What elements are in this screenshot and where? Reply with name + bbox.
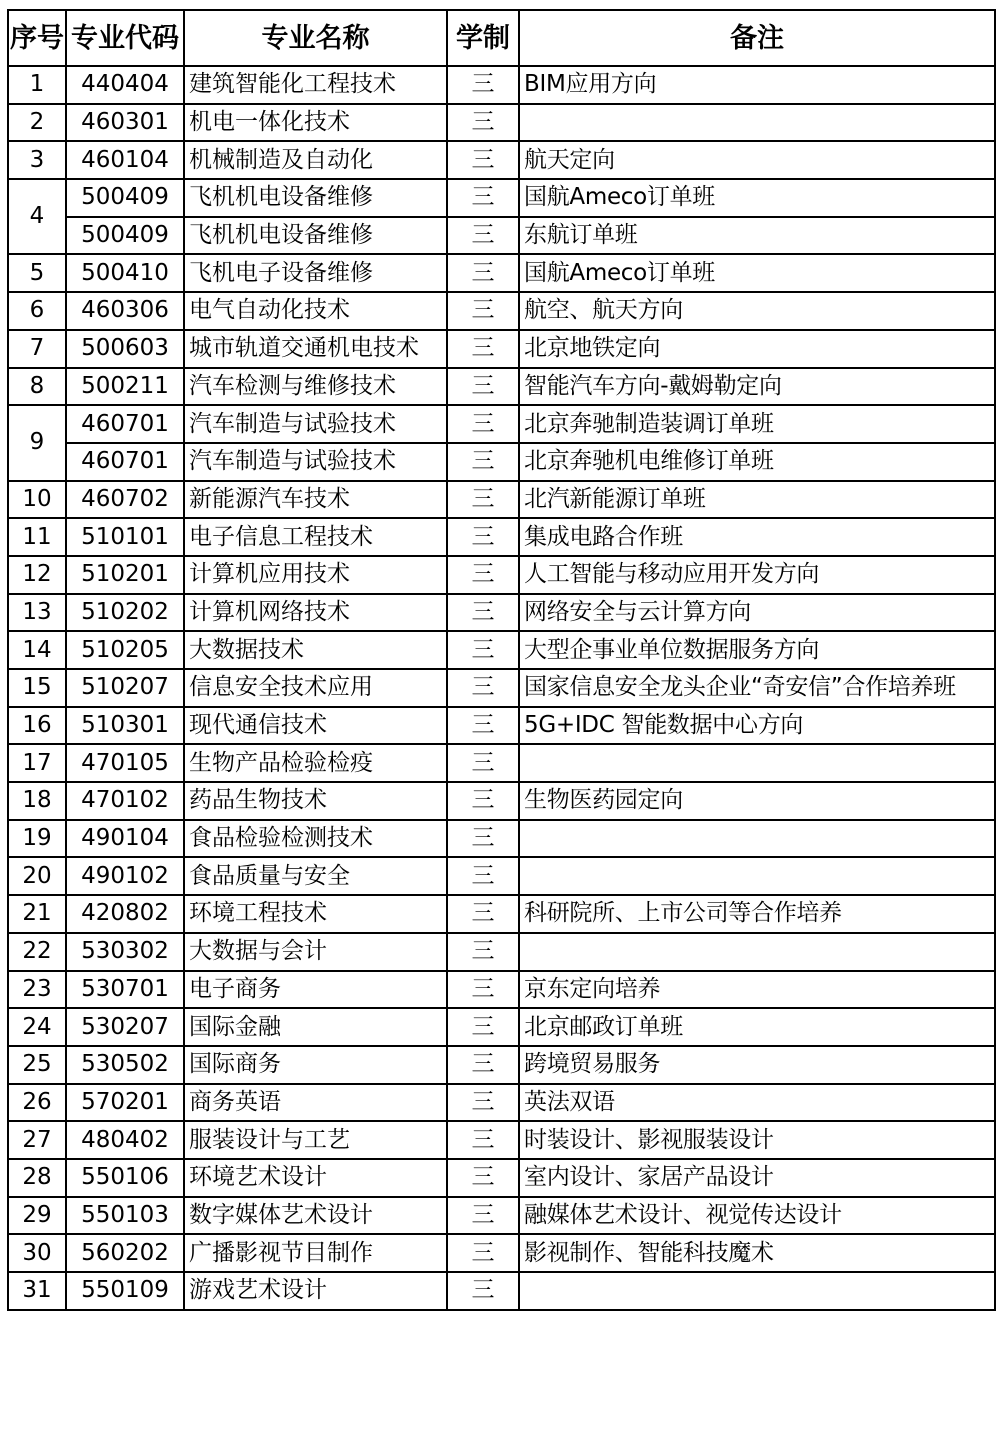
cell-seq: 21 (8, 895, 66, 933)
table-row (8, 933, 995, 971)
cell-duration: 三 (447, 669, 519, 707)
cell-name: 国际金融 (184, 1008, 447, 1046)
cell-note: 北京奔驰制造装调订单班 (519, 405, 995, 443)
cell-seq: 13 (8, 594, 66, 632)
cell-note: 5G+IDC 智能数据中心方向 (519, 707, 995, 745)
table-row (8, 1008, 995, 1046)
header-seq: 序号 (8, 10, 66, 66)
cell-seq: 10 (8, 481, 66, 519)
table-row (8, 1272, 995, 1310)
cell-name: 建筑智能化工程技术 (184, 66, 447, 104)
cell-code: 460306 (66, 292, 184, 330)
table-body (8, 66, 995, 1310)
cell-name: 信息安全技术应用 (184, 669, 447, 707)
cell-name: 机电一体化技术 (184, 104, 447, 142)
table-row (8, 669, 995, 707)
cell-duration: 三 (447, 1084, 519, 1122)
cell-code: 460701 (66, 443, 184, 481)
cell-duration: 三 (447, 518, 519, 556)
cell-code: 490104 (66, 820, 184, 858)
cell-seq: 30 (8, 1234, 66, 1272)
cell-code: 420802 (66, 895, 184, 933)
cell-note: 北汽新能源订单班 (519, 481, 995, 519)
cell-duration: 三 (447, 631, 519, 669)
programs-table (7, 9, 996, 1311)
header-code: 专业代码 (66, 10, 184, 66)
cell-note: 北京奔驰机电维修订单班 (519, 443, 995, 481)
cell-note: 北京地铁定向 (519, 330, 995, 368)
cell-note (519, 104, 995, 142)
table-row (8, 141, 995, 179)
cell-duration: 三 (447, 1046, 519, 1084)
cell-duration: 三 (447, 1159, 519, 1197)
cell-duration: 三 (447, 405, 519, 443)
table-row (8, 1197, 995, 1235)
cell-note: 国家信息安全龙头企业“奇安信”合作培养班 (519, 669, 995, 707)
table-row (8, 481, 995, 519)
cell-note: 东航订单班 (519, 217, 995, 255)
cell-duration: 三 (447, 744, 519, 782)
cell-seq: 3 (8, 141, 66, 179)
cell-note: 跨境贸易服务 (519, 1046, 995, 1084)
table-row (8, 744, 995, 782)
cell-name: 环境工程技术 (184, 895, 447, 933)
cell-name: 飞机电子设备维修 (184, 254, 447, 292)
cell-note: 航天定向 (519, 141, 995, 179)
cell-seq: 16 (8, 707, 66, 745)
cell-note: 京东定向培养 (519, 971, 995, 1009)
table-row (8, 556, 995, 594)
cell-name: 药品生物技术 (184, 782, 447, 820)
cell-code: 460104 (66, 141, 184, 179)
table-row (8, 971, 995, 1009)
cell-name: 汽车制造与试验技术 (184, 443, 447, 481)
cell-duration: 三 (447, 141, 519, 179)
cell-seq: 14 (8, 631, 66, 669)
table-row (8, 895, 995, 933)
cell-seq: 18 (8, 782, 66, 820)
cell-note (519, 857, 995, 895)
cell-code: 510207 (66, 669, 184, 707)
cell-duration: 三 (447, 368, 519, 406)
cell-code: 460301 (66, 104, 184, 142)
cell-code: 460702 (66, 481, 184, 519)
cell-duration: 三 (447, 1234, 519, 1272)
cell-name: 食品检验检测技术 (184, 820, 447, 858)
cell-seq: 4 (8, 179, 66, 254)
cell-duration: 三 (447, 443, 519, 481)
cell-seq: 1 (8, 66, 66, 104)
cell-seq: 29 (8, 1197, 66, 1235)
cell-duration: 三 (447, 330, 519, 368)
cell-note: 室内设计、家居产品设计 (519, 1159, 995, 1197)
cell-duration: 三 (447, 707, 519, 745)
cell-code: 530302 (66, 933, 184, 971)
cell-code: 550106 (66, 1159, 184, 1197)
cell-note: 时装设计、影视服装设计 (519, 1121, 995, 1159)
cell-note: 北京邮政订单班 (519, 1008, 995, 1046)
cell-duration: 三 (447, 594, 519, 632)
cell-code: 500409 (66, 217, 184, 255)
cell-duration: 三 (447, 254, 519, 292)
cell-note: 人工智能与移动应用开发方向 (519, 556, 995, 594)
table-row (8, 179, 995, 217)
cell-duration: 三 (447, 933, 519, 971)
table-row (8, 782, 995, 820)
cell-note: 智能汽车方向-戴姆勒定向 (519, 368, 995, 406)
cell-note (519, 933, 995, 971)
cell-code: 480402 (66, 1121, 184, 1159)
cell-duration: 三 (447, 820, 519, 858)
table-row (8, 443, 995, 481)
cell-code: 500410 (66, 254, 184, 292)
cell-seq: 31 (8, 1272, 66, 1310)
cell-name: 商务英语 (184, 1084, 447, 1122)
cell-note: 生物医药园定向 (519, 782, 995, 820)
table-row (8, 518, 995, 556)
table-row (8, 1159, 995, 1197)
cell-duration: 三 (447, 971, 519, 1009)
cell-duration: 三 (447, 481, 519, 519)
cell-name: 国际商务 (184, 1046, 447, 1084)
cell-duration: 三 (447, 217, 519, 255)
cell-name: 食品质量与安全 (184, 857, 447, 895)
cell-name: 数字媒体艺术设计 (184, 1197, 447, 1235)
table-row (8, 1234, 995, 1272)
cell-duration: 三 (447, 895, 519, 933)
header-duration: 学制 (447, 10, 519, 66)
cell-note: 国航Ameco订单班 (519, 179, 995, 217)
header-name: 专业名称 (184, 10, 447, 66)
cell-name: 广播影视节目制作 (184, 1234, 447, 1272)
cell-seq: 7 (8, 330, 66, 368)
cell-seq: 20 (8, 857, 66, 895)
cell-code: 510205 (66, 631, 184, 669)
cell-name: 新能源汽车技术 (184, 481, 447, 519)
cell-seq: 23 (8, 971, 66, 1009)
table-row (8, 292, 995, 330)
cell-seq: 19 (8, 820, 66, 858)
cell-duration: 三 (447, 292, 519, 330)
header-note: 备注 (519, 10, 995, 66)
cell-name: 计算机应用技术 (184, 556, 447, 594)
cell-duration: 三 (447, 104, 519, 142)
cell-duration: 三 (447, 1008, 519, 1046)
cell-seq: 11 (8, 518, 66, 556)
cell-code: 440404 (66, 66, 184, 104)
cell-note (519, 820, 995, 858)
cell-seq: 15 (8, 669, 66, 707)
cell-note: 大型企事业单位数据服务方向 (519, 631, 995, 669)
cell-code: 560202 (66, 1234, 184, 1272)
cell-note: 集成电路合作班 (519, 518, 995, 556)
cell-name: 电气自动化技术 (184, 292, 447, 330)
cell-duration: 三 (447, 1121, 519, 1159)
cell-code: 550103 (66, 1197, 184, 1235)
cell-name: 汽车制造与试验技术 (184, 405, 447, 443)
cell-code: 530502 (66, 1046, 184, 1084)
cell-name: 汽车检测与维修技术 (184, 368, 447, 406)
cell-code: 490102 (66, 857, 184, 895)
cell-duration: 三 (447, 782, 519, 820)
table-row (8, 707, 995, 745)
cell-name: 大数据技术 (184, 631, 447, 669)
cell-seq: 25 (8, 1046, 66, 1084)
table-row (8, 1121, 995, 1159)
cell-duration: 三 (447, 66, 519, 104)
cell-note (519, 1272, 995, 1310)
cell-note: 国航Ameco订单班 (519, 254, 995, 292)
table-row (8, 104, 995, 142)
cell-code: 500409 (66, 179, 184, 217)
cell-name: 游戏艺术设计 (184, 1272, 447, 1310)
cell-code: 510202 (66, 594, 184, 632)
cell-note: 航空、航天方向 (519, 292, 995, 330)
table-row (8, 594, 995, 632)
cell-code: 510301 (66, 707, 184, 745)
cell-code: 570201 (66, 1084, 184, 1122)
table-row (8, 254, 995, 292)
header-row (8, 10, 995, 66)
cell-name: 城市轨道交通机电技术 (184, 330, 447, 368)
cell-code: 550109 (66, 1272, 184, 1310)
table-row (8, 405, 995, 443)
cell-duration: 三 (447, 1272, 519, 1310)
cell-note: 影视制作、智能科技魔术 (519, 1234, 995, 1272)
table-row (8, 820, 995, 858)
cell-note (519, 744, 995, 782)
cell-note: 英法双语 (519, 1084, 995, 1122)
table-row (8, 1046, 995, 1084)
table-row (8, 857, 995, 895)
cell-seq: 12 (8, 556, 66, 594)
cell-seq: 8 (8, 368, 66, 406)
cell-seq: 2 (8, 104, 66, 142)
cell-seq: 9 (8, 405, 66, 480)
cell-name: 服装设计与工艺 (184, 1121, 447, 1159)
cell-note: BIM应用方向 (519, 66, 995, 104)
cell-seq: 28 (8, 1159, 66, 1197)
cell-name: 电子信息工程技术 (184, 518, 447, 556)
cell-name: 生物产品检验检疫 (184, 744, 447, 782)
cell-note: 网络安全与云计算方向 (519, 594, 995, 632)
cell-seq: 22 (8, 933, 66, 971)
cell-name: 计算机网络技术 (184, 594, 447, 632)
cell-code: 470105 (66, 744, 184, 782)
cell-seq: 6 (8, 292, 66, 330)
cell-code: 470102 (66, 782, 184, 820)
cell-seq: 5 (8, 254, 66, 292)
cell-name: 电子商务 (184, 971, 447, 1009)
cell-note: 科研院所、上市公司等合作培养 (519, 895, 995, 933)
cell-name: 环境艺术设计 (184, 1159, 447, 1197)
table-row (8, 631, 995, 669)
cell-code: 530207 (66, 1008, 184, 1046)
cell-code: 510201 (66, 556, 184, 594)
cell-code: 530701 (66, 971, 184, 1009)
cell-name: 机械制造及自动化 (184, 141, 447, 179)
cell-code: 500211 (66, 368, 184, 406)
cell-seq: 24 (8, 1008, 66, 1046)
cell-seq: 27 (8, 1121, 66, 1159)
table-row (8, 1084, 995, 1122)
cell-seq: 26 (8, 1084, 66, 1122)
cell-name: 飞机机电设备维修 (184, 179, 447, 217)
cell-name: 飞机机电设备维修 (184, 217, 447, 255)
cell-name: 现代通信技术 (184, 707, 447, 745)
cell-duration: 三 (447, 179, 519, 217)
cell-name: 大数据与会计 (184, 933, 447, 971)
cell-duration: 三 (447, 857, 519, 895)
table-row (8, 330, 995, 368)
cell-code: 460701 (66, 405, 184, 443)
table-row (8, 217, 995, 255)
cell-seq: 17 (8, 744, 66, 782)
table-row (8, 368, 995, 406)
cell-duration: 三 (447, 556, 519, 594)
cell-code: 510101 (66, 518, 184, 556)
cell-duration: 三 (447, 1197, 519, 1235)
cell-note: 融媒体艺术设计、视觉传达设计 (519, 1197, 995, 1235)
table-row (8, 66, 995, 104)
cell-code: 500603 (66, 330, 184, 368)
